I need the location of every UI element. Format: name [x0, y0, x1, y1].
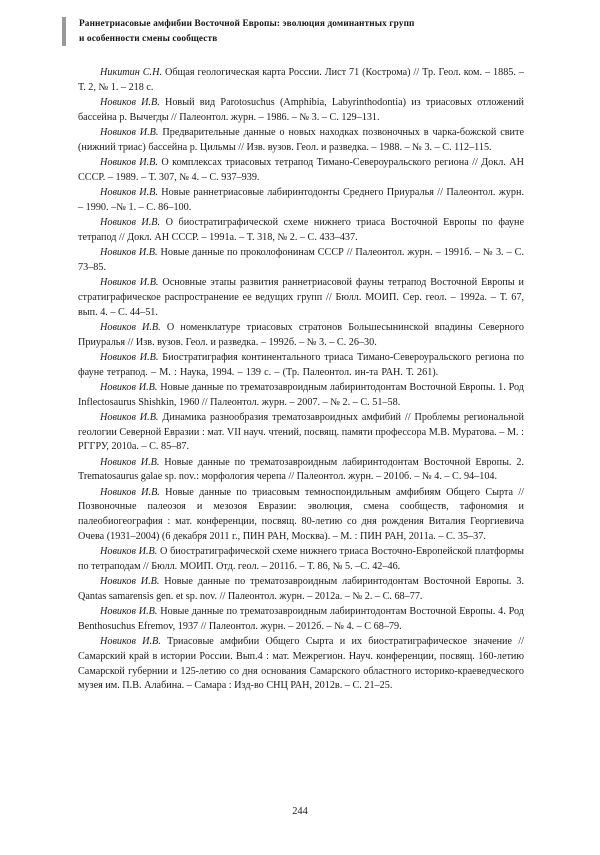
- reference-author: Новиков И.В.: [100, 247, 158, 258]
- reference-author: Новиков И.В.: [100, 277, 159, 288]
- reference-entry: [78, 456, 524, 486]
- reference-body: Динамика разнообразия трематозавроидных амфибий // Проблемы региональной геологии Северной Евразии : мат. VII науч. чтений, посвящ. памяти профессора М.В. Муратова. – М. : РГГРУ, 2010а. – С. 85–87.: [78, 411, 524, 453]
- reference-entry: [78, 381, 524, 411]
- running-head-text: [79, 17, 415, 46]
- running-head-line-1: Раннетриасовые амфибии Восточной Европы: эволюция доминантных групп: [79, 19, 415, 29]
- reference-body: Новые данные по трематозавроидным лабиринтодонтам Восточной Европы. 3. Qantas samarensis gen. et sp. nov. // Палеонтол. журн. – 2012а. – № 2. – С. 68–77.: [78, 576, 524, 602]
- reference-author: Новиков И.В.: [100, 321, 161, 333]
- running-head-rule: [62, 17, 66, 46]
- reference-author: Новиков И.В.: [100, 157, 158, 168]
- reference-entry: [78, 156, 524, 186]
- reference-body: Новые данные по проколофонинам СССР // Палеонтол. журн. – 1991б. – № 3. – С. 73–85.: [78, 247, 524, 273]
- reference-author: Новиков И.В.: [100, 351, 159, 363]
- running-head-line-2: и особенности смены сообществ: [79, 33, 218, 44]
- reference-list: [78, 66, 524, 695]
- reference-body: Новые данные по трематозавроидным лабиринтодонтам Восточной Европы. 2. Trematosaurus galae sp. nov.: морфология черепа // Палеонтол. журн. – 2010б. – № 4. – С. 94–104.: [78, 456, 524, 483]
- reference-body: Предварительные данные о новых находках позвоночных в чарка-божской свите (нижний триас) бассейна р. Цильмы // Изв. вузов. Геол. и разведка. – 1988. – № 3. – С. 112–115.: [78, 127, 524, 153]
- reference-author: Новиков И.В.: [100, 636, 161, 647]
- reference-author: Новиков И.В.: [100, 97, 160, 108]
- running-head: [62, 17, 524, 46]
- reference-entry: [78, 411, 524, 455]
- reference-author: Новиков И.В.: [100, 381, 158, 393]
- reference-author: Новиков И.В.: [100, 606, 158, 617]
- reference-author: Никитин С.Н.: [100, 67, 163, 78]
- reference-entry: [78, 635, 524, 694]
- page-folio: [0, 806, 600, 817]
- reference-body: Триасовые амфибии Общего Сырта и их биостратиграфическое значение // Самарский край в истории России. Вып.4 : мат. Межрегион. Науч. конференции, посвящ. 160-летию Самарской губернии и 125-летию со дня основания Самарского областного историко-краеведческого музея им. П.В. Алабина. – Самара : Изд-во СНЦ РАН, 2012в. – С. 21–25.: [78, 636, 524, 692]
- reference-author: Новиков И.В.: [100, 546, 158, 557]
- reference-entry: [78, 575, 524, 605]
- reference-author: Новиков И.В.: [100, 486, 160, 498]
- reference-author: Новиков И.В.: [100, 217, 161, 228]
- reference-body: Новые данные по трематозавроидным лабиринтодонтам Восточной Европы. 1. Род Inflectosaurus Shishkin, 1960 // Палеонтол. журн. – 2007. – № 2. – С. 51–58.: [78, 381, 524, 408]
- reference-entry: [78, 186, 524, 216]
- reference-entry: [78, 351, 524, 381]
- reference-body: Новые данные по триасовым темноспондильным амфибиям Общего Сырта // Позвоночные палеозоя и мезозоя Евразии: эволюция, смена сообществ, тафономия и палеобиогеография : мат. конференции, посвящ. 80-летию со дня рождения Виталия Георгиевича Очева (1931–2004) (6 декабря 2011 г., ПИН РАН, Москва). – М. : ПИН РАН, 2011а. – С. 35–37.: [78, 486, 524, 542]
- reference-body: О номенклатуре триасовых стратонов Большесынинской впадины Северного Приуралья // Изв. вузов. Геол. и разведка. – 1992б. – № 3. – С. 26–30.: [78, 321, 524, 348]
- reference-body: Новый вид Parotosuchus (Amphibia, Labyrinthodontia) из триасовых отложений бассейна р. Вычегды // Палеонтол. журн. – 1986. – № 3. – С. 129–131.: [78, 97, 524, 123]
- reference-body: О биостратиграфической схеме нижнего триаса Восточной Европы по фауне тетрапод // Докл. АН СССР. – 1991а. – Т. 318, № 2. – С. 433–437.: [78, 217, 524, 243]
- page-number: 244: [292, 806, 308, 817]
- reference-entry: [78, 545, 524, 575]
- reference-entry: [78, 66, 524, 96]
- reference-body: Новые раннетриасовые лабиринтодонты Среднего Приуралья // Палеонтол. журн. – 1990. –№ 1. – С. 86–100.: [78, 187, 524, 213]
- reference-author: Новиков И.В.: [100, 456, 160, 468]
- reference-entry: [78, 246, 524, 276]
- reference-entry: [78, 321, 524, 351]
- reference-author: Новиков И.В.: [100, 576, 160, 587]
- reference-entry: [78, 216, 524, 246]
- reference-author: Новиков И.В.: [100, 411, 159, 423]
- reference-author: Новиков И.В.: [100, 127, 159, 138]
- reference-body: Новые данные по трематозавроидным лабиринтодонтам Восточной Европы. 4. Род Benthosuchus Efremov, 1937 // Палеонтол. журн. – 2012б. – № 4. – С 68–79.: [78, 606, 524, 632]
- reference-entry: [78, 276, 524, 320]
- reference-body: Общая геологическая карта России. Лист 71 (Кострома) // Тр. Геол. ком. – 1885. – Т. 2, № 1. – 218 с.: [78, 67, 524, 93]
- reference-body: Основные этапы развития раннетриасовой фауны тетрапод Восточной Европы и стратиграфическое распространение ее ведущих групп // Бюлл. МОИП. Сер. геол. – 1992а. – Т. 67, вып. 4. – С. 44–51.: [78, 277, 524, 318]
- reference-entry: [78, 96, 524, 126]
- reference-entry: [78, 126, 524, 156]
- reference-body: О комплексах триасовых тетрапод Тимано-Североуральского региона // Докл. АН СССР. – 1989. – Т. 307, № 4. – С. 937–939.: [78, 157, 524, 183]
- reference-body: О биостратиграфической схеме нижнего триаса Восточно-Европейской платформы по тетраподам // Бюлл. МОИП. Отд. геол. – 2011б. – Т. 86, № 5. –С. 42–46.: [78, 546, 524, 572]
- reference-entry: [78, 486, 524, 545]
- reference-entry: [78, 605, 524, 635]
- reference-body: Биостратиграфия континентального триаса Тимано-Североуральского региона по фауне тетрапод. – М. : Наука, 1994. – 139 с. – (Тр. Палеонтол. ин-та РАН. Т. 261).: [78, 351, 524, 378]
- reference-author: Новиков И.В.: [100, 187, 158, 198]
